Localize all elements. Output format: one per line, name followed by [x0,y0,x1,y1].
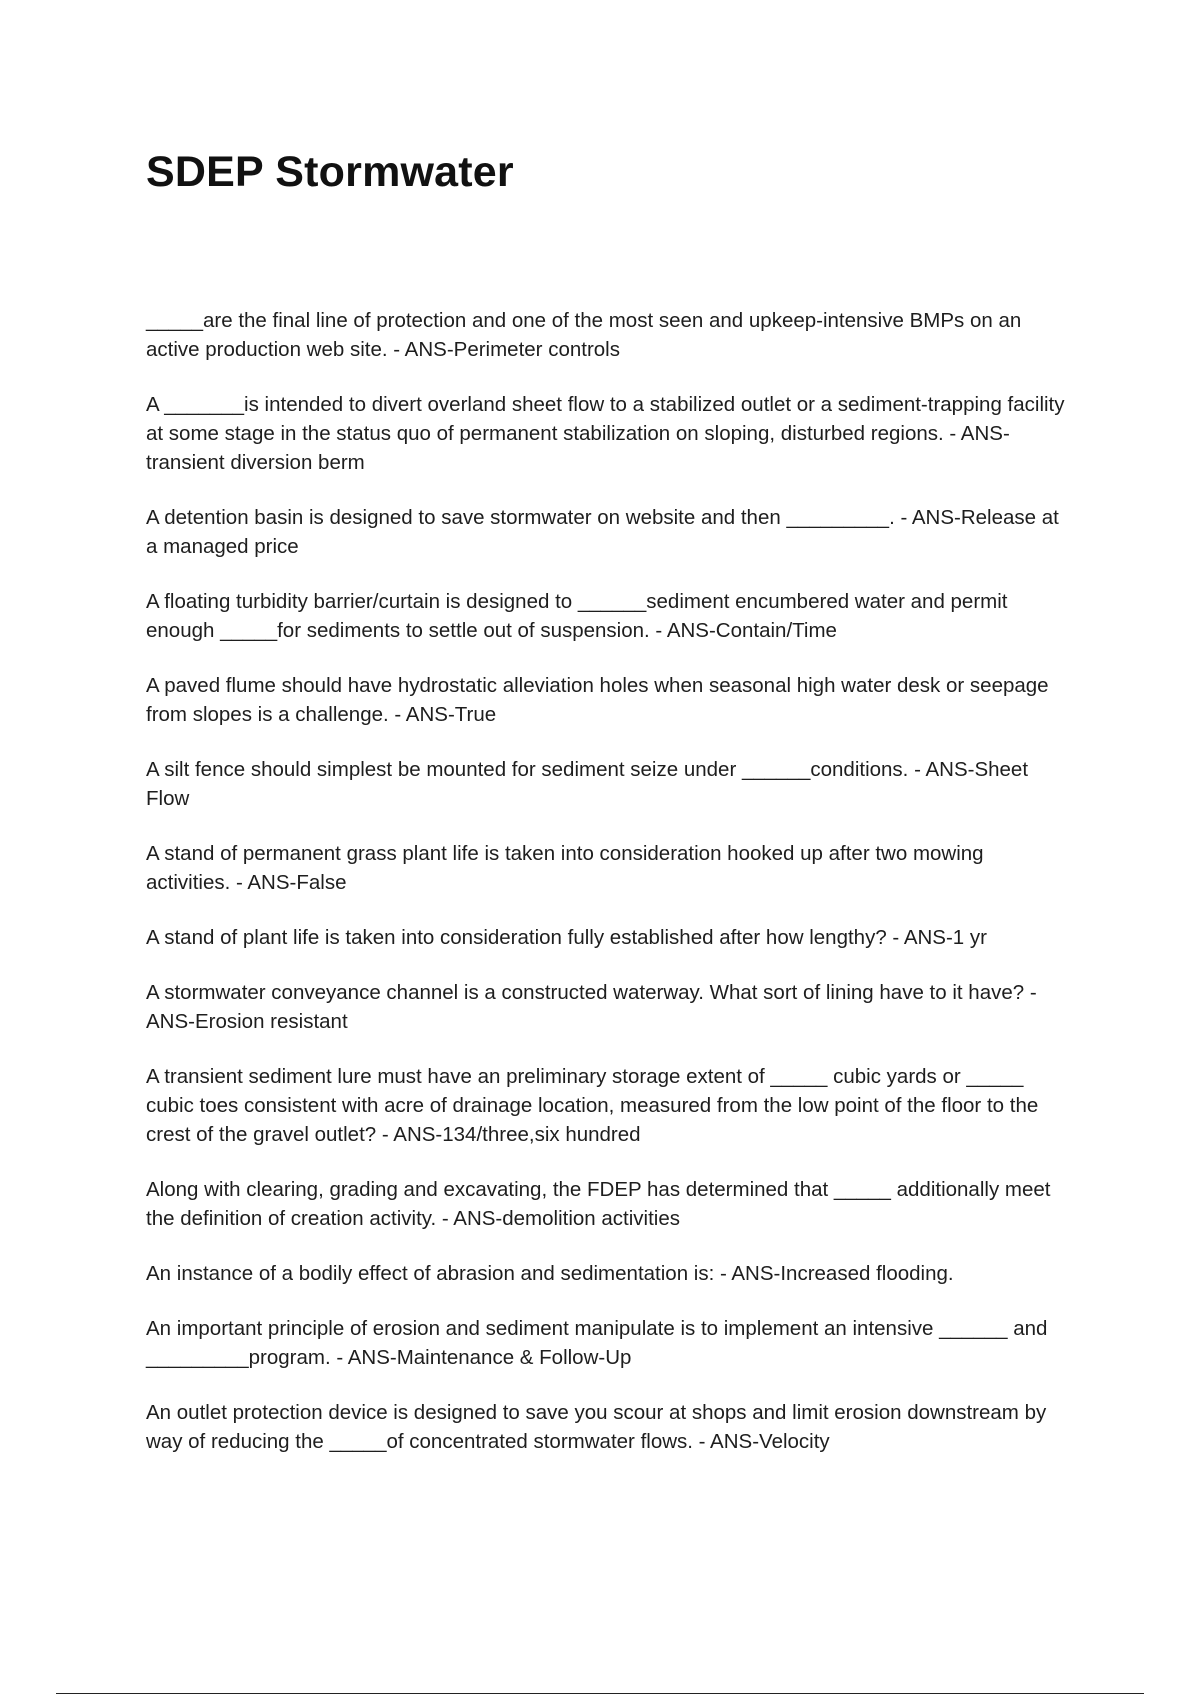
qa-item: A silt fence should simplest be mounted for sediment seize under ______conditions. - ANS-Sheet Flow [146,758,1029,810]
qa-item: A _______is intended to divert overland sheet flow to a stabilized outlet or a sediment-trapping facility at some stage in the status quo of permanent stabilization on sloping, disturbed regions. - ANS-transient diversion berm [146,393,1065,474]
qa-item: A transient sediment lure must have an preliminary storage extent of _____ cubic yards or _____ cubic toes consistent with acre of drainage location, measured from the low point of the floor to the crest of the gravel outlet? - ANS-134/three,six hundred [146,1065,1039,1146]
qa-item: _____are the final line of protection and one of the most seen and upkeep-intensive BMPs on an active production web site. - ANS-Perimeter controls [146,309,1022,361]
qa-item: A stand of plant life is taken into consideration fully established after how lengthy? - ANS-1 yr [146,926,987,949]
qa-item: A paved flume should have hydrostatic alleviation holes when seasonal high water desk or seepage from slopes is a challenge. - ANS-True [146,674,1049,726]
qa-list [146,306,1066,1482]
qa-item: A stand of permanent grass plant life is taken into consideration hooked up after two mowing activities. - ANS-False [146,842,984,894]
qa-item: A floating turbidity barrier/curtain is designed to ______sediment encumbered water and permit enough _____for sediments to settle out of suspension. - ANS-Contain/Time [146,590,1008,642]
qa-item: An outlet protection device is designed to save you scour at shops and limit erosion downstream by way of reducing the _____of concentrated stormwater flows. - ANS-Velocity [146,1401,1047,1453]
qa-item: A stormwater conveyance channel is a constructed waterway. What sort of lining have to it have? - ANS-Erosion resistant [146,981,1037,1033]
page-title: SDEP Stormwater [146,148,514,196]
qa-item: An instance of a bodily effect of abrasion and sedimentation is: - ANS-Increased flooding. [146,1262,954,1285]
qa-item: An important principle of erosion and sediment manipulate is to implement an intensive ______ and _________program. - ANS-Maintenance & Follow-Up [146,1317,1048,1369]
footer-divider [56,1693,1144,1694]
qa-item: A detention basin is designed to save stormwater on website and then _________. - ANS-Release at a managed price [146,506,1059,558]
qa-item: Along with clearing, grading and excavating, the FDEP has determined that _____ additionally meet the definition of creation activity. - ANS-demolition activities [146,1178,1051,1230]
